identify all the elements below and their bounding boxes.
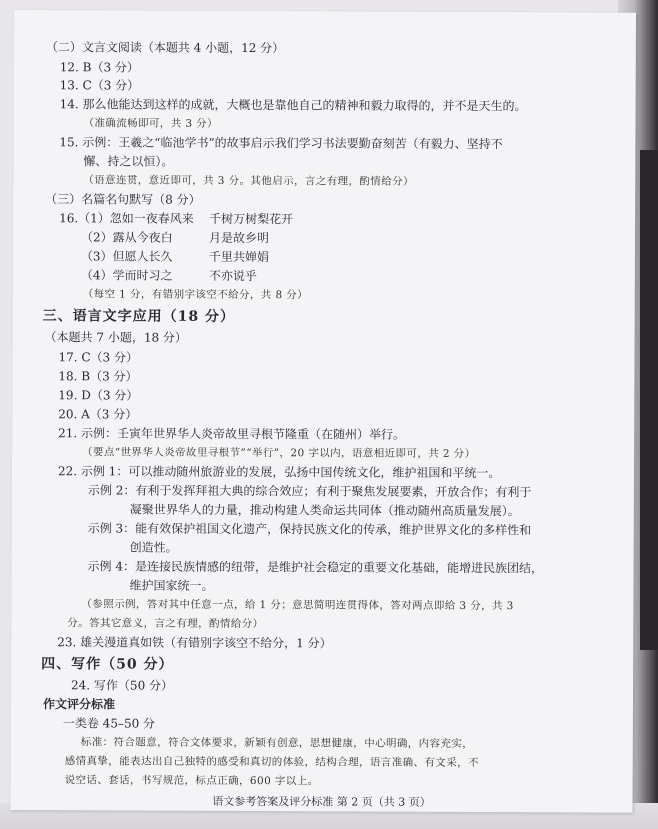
answer-q22-example2: 示例 2：有利于发挥拜祖大典的综合效应；有利于聚焦发展要素，开放合作；有利于	[87, 483, 532, 500]
answer-q15: 15. 示例：王羲之“临池学书”的故事启示我们学习书法要勤奋刻苦（有毅力、坚持不	[59, 135, 503, 152]
answer-q15-cont: 懈、持之以恒）。	[83, 154, 174, 169]
answer-q24: 24. 写作（50 分）	[71, 678, 174, 693]
background-shadow	[640, 150, 658, 650]
q16-line-3-answer: 千里共婵娟	[208, 249, 269, 265]
q16-line-4-label: （4）学而时习之	[80, 268, 173, 283]
answer-q19: 19. D（3 分）	[58, 388, 139, 403]
note-q21: （要点“世界华人炎帝故里寻根节”“举行”，20 字以内，语意相近即可，共 2 分）	[82, 446, 476, 461]
part3-subtitle: （本题共 7 小题，18 分）	[44, 330, 187, 345]
q16-line-4-answer: 不亦说乎	[208, 268, 257, 284]
section-dictation-title: （三）名篇名句默写（8 分）	[45, 192, 201, 207]
section-classical-reading-title: （二）文言文阅读（本题共 4 小题，12 分）	[45, 40, 285, 56]
answer-q13: 13. C（3 分）	[59, 78, 140, 93]
part4-title: 四、写作（50 分）	[41, 656, 174, 673]
q16-line-1-answer: 千树万树梨花开	[209, 211, 294, 227]
answer-q21: 21. 示例：壬寅年世界华人炎帝故里寻根节隆重（在随州）举行。	[58, 426, 406, 442]
answer-q14: 14. 那么他能达到这样的成就，大概也是靠他自己的精神和毅力取得的，并不是天生的。	[59, 97, 527, 114]
note-q14: （准确流畅即可，共 3 分）	[83, 117, 218, 130]
part3-title: 三、语言文字应用（18 分）	[42, 308, 236, 325]
note-q22-cont: 分。答其它意义，言之有理，酌情给分）	[67, 617, 264, 631]
essay-grade1-standard-cont1: 感情真挚，能表达出自己独特的感受和真切的体验，结构合理，语言准确、有文采，不	[64, 755, 479, 770]
answer-q22-example4-cont: 维护国家统一。	[129, 578, 214, 593]
note-q15: （语意连贯，意近即可，共 3 分。其他启示，言之有理，酌情给分）	[83, 174, 414, 188]
answer-q22-example2-cont: 凝聚世界华人的力量，推动构建人类命运共同体（推动随州高质量发展）。	[129, 502, 520, 519]
answer-q22-example4: 示例 4：是连接民族情感的纽带，是维护社会稳定的重要文化基础，能增进民族团结，	[87, 559, 544, 576]
answer-q17: 17. C（3 分）	[58, 350, 139, 365]
q16-line-3-label: （3）但愿人长久	[80, 249, 173, 264]
answer-sheet-page	[11, 10, 636, 813]
note-q22: （参照示例，答对其中任意一点，给 1 分；意思简明连贯得体，答对两点即给 3 分，共 3	[81, 598, 514, 613]
essay-grade1-title: 一类卷 45–50 分	[62, 716, 156, 731]
answer-q22-example3: 示例 3：能有效保护祖国文化遗产，保持民族文化的传承，维护世界文化的多样性和	[87, 521, 532, 538]
answer-q22-example1: 22. 示例 1：可以推动随州旅游业的发展，弘扬中国传统文化，维护祖国和平统一。	[57, 464, 501, 481]
note-q16: （每空 1 分，有错别字该空不给分，共 8 分）	[82, 288, 309, 302]
page-footer: 语文参考答案及评分标准 第 2 页（共 3 页）	[212, 794, 431, 809]
q16-line-2-answer: 月是故乡明	[208, 230, 270, 246]
q16-line-2-label: （2）露从今夜白	[80, 230, 173, 245]
answer-q20: 20. A（3 分）	[58, 407, 138, 422]
answer-q23: 23. 雄关漫道真如铁（有错别字该空不给分，1 分）	[57, 635, 332, 651]
q16-line-1-label: 16.（1）忽如一夜春风来	[59, 211, 194, 226]
answer-q22-example3-cont: 创造性。	[129, 540, 178, 555]
essay-grade1-standard: 标准：符合题意，符合文体要求，新颖有创意，思想健康，中心明确，内容充实，	[80, 736, 474, 751]
answer-q12: 12. B（3 分）	[59, 60, 139, 75]
answer-q18: 18. B（3 分）	[58, 369, 138, 384]
essay-scoring-standard-title: 作文评分标准	[42, 697, 116, 712]
essay-grade1-standard-cont2: 说空话、套话，书写规范，标点正确，600 字以上。	[64, 774, 319, 788]
